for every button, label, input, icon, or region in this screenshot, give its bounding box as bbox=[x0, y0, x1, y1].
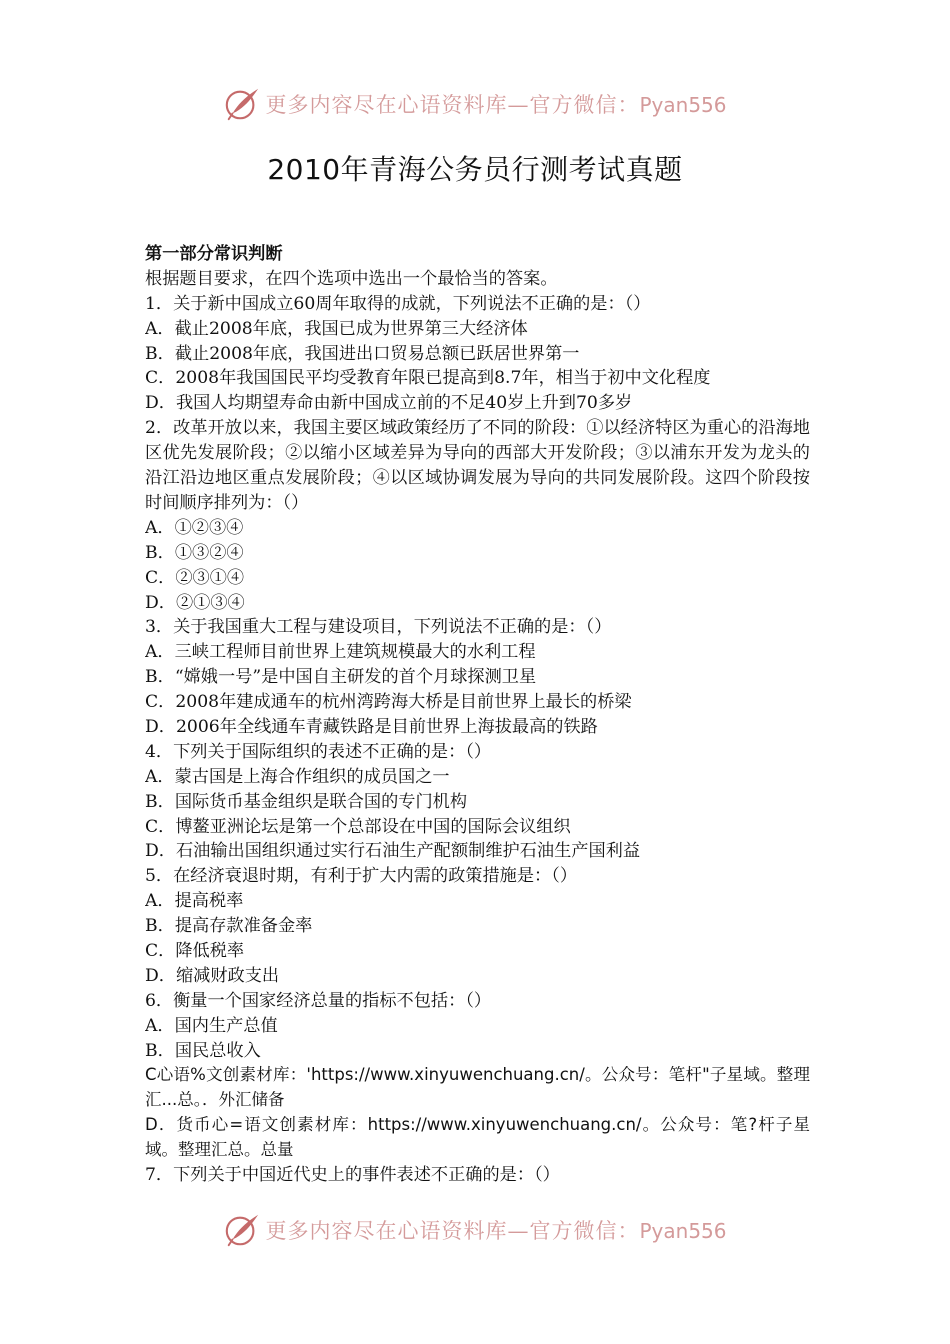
question-3-option-b: B．“嫦娥一号”是中国自主研发的首个月球探测卫星 bbox=[145, 667, 537, 688]
question-6-option-a: A．国内生产总值 bbox=[145, 1015, 278, 1036]
section-heading: 第一部分常识判断 bbox=[145, 244, 283, 264]
question-1-stem: 1．关于新中国成立60周年取得的成就，下列说法不正确的是：（） bbox=[145, 293, 651, 314]
question-3-stem: 3．关于我国重大工程与建设项目，下列说法不正确的是：（） bbox=[145, 617, 612, 638]
question-4-option-b: B．国际货币基金组织是联合国的专门机构 bbox=[145, 791, 468, 812]
question-6-option-d: D．货币心=语文创素材库：https://www.xinyuwenchuang.cn/。公众号：笔?杆子星域。整理汇总。总量 bbox=[145, 1115, 810, 1160]
watermark-wechat-id: Pyan556 bbox=[639, 1219, 727, 1243]
question-1-option-c: C．2008年我国国民平均受教育年限已提高到8.7年，相当于初中文化程度 bbox=[145, 368, 711, 389]
document-body bbox=[145, 242, 810, 1188]
document-title: 2010年青海公务员行测考试真题 bbox=[267, 153, 683, 186]
watermark-footer bbox=[0, 1208, 950, 1252]
question-2-option-a: A．①②③④ bbox=[145, 517, 244, 538]
question-6-option-b: B．国民总收入 bbox=[145, 1040, 261, 1061]
question-4-option-d: D．石油输出国组织通过实行石油生产配额制维护石油生产国利益 bbox=[145, 841, 641, 862]
question-2-option-d: D．②①③④ bbox=[145, 592, 245, 613]
question-4-stem: 4．下列关于国际组织的表述不正确的是：（） bbox=[145, 741, 492, 762]
question-5-option-b: B．提高存款准备金率 bbox=[145, 916, 313, 937]
question-3-option-d: D．2006年全线通车青藏铁路是目前世界上海拔最高的铁路 bbox=[145, 716, 598, 737]
watermark-wechat-id: Pyan556 bbox=[639, 93, 727, 117]
question-1-option-a: A．截止2008年底，我国已成为世界第三大经济体 bbox=[145, 318, 528, 339]
watermark-header bbox=[0, 82, 950, 126]
instructions: 根据题目要求，在四个选项中选出一个最恰当的答案。 bbox=[145, 268, 558, 289]
watermark-text: 更多内容尽在心语资料库—官方微信：Pyan556 bbox=[265, 93, 727, 117]
question-6-stem: 6．衡量一个国家经济总量的指标不包括：（） bbox=[145, 990, 492, 1011]
question-5-option-c: C．降低税率 bbox=[145, 941, 245, 961]
question-4-option-c: C．博鳌亚洲论坛是第一个总部设在中国的国际会议组织 bbox=[145, 816, 571, 837]
question-1-option-b: B．截止2008年底，我国进出口贸易总额已跃居世界第一 bbox=[145, 343, 580, 364]
question-4-option-a: A．蒙古国是上海合作组织的成员国之一 bbox=[145, 766, 450, 787]
question-2-stem: 2．改革开放以来，我国主要区域政策经历了不同的阶段：①以经济特区为重心的沿海地区优先发展阶段；②以缩小区域差异为导向的西部大开发阶段；③以浦东开发为龙头的沿江沿边地区重点发展阶段；④以区域协调发展为导向的共同发展阶段。这四个阶段按时间顺序排列为：（） bbox=[145, 418, 810, 513]
question-5-option-d: D．缩减财政支出 bbox=[145, 965, 280, 986]
quill-logo-icon bbox=[223, 1211, 261, 1249]
question-5-stem: 5．在经济衰退时期，有利于扩大内需的政策措施是：（） bbox=[145, 866, 578, 887]
question-7-stem: 7．下列关于中国近代史上的事件表述不正确的是：（） bbox=[145, 1165, 560, 1186]
question-2-option-c: C．②③①④ bbox=[145, 567, 245, 588]
question-2-option-b: B．①③②④ bbox=[145, 542, 244, 563]
watermark-text: 更多内容尽在心语资料库—官方微信：Pyan556 bbox=[265, 1219, 727, 1243]
question-3-option-c: C．2008年建成通车的杭州湾跨海大桥是目前世界上最长的桥梁 bbox=[145, 692, 632, 713]
question-6-option-c: C心语%文创素材库：'https://www.xinyuwenchuang.cn/。公众号：笔杆"子星域。整理汇...总。．外汇储备 bbox=[145, 1065, 810, 1110]
quill-logo-icon bbox=[223, 85, 261, 123]
question-5-option-a: A．提高税率 bbox=[145, 891, 244, 912]
question-1-option-d: D．我国人均期望寿命由新中国成立前的不足40岁上升到70多岁 bbox=[145, 393, 633, 414]
question-3-option-a: A．三峡工程师目前世界上建筑规模最大的水利工程 bbox=[145, 642, 536, 663]
